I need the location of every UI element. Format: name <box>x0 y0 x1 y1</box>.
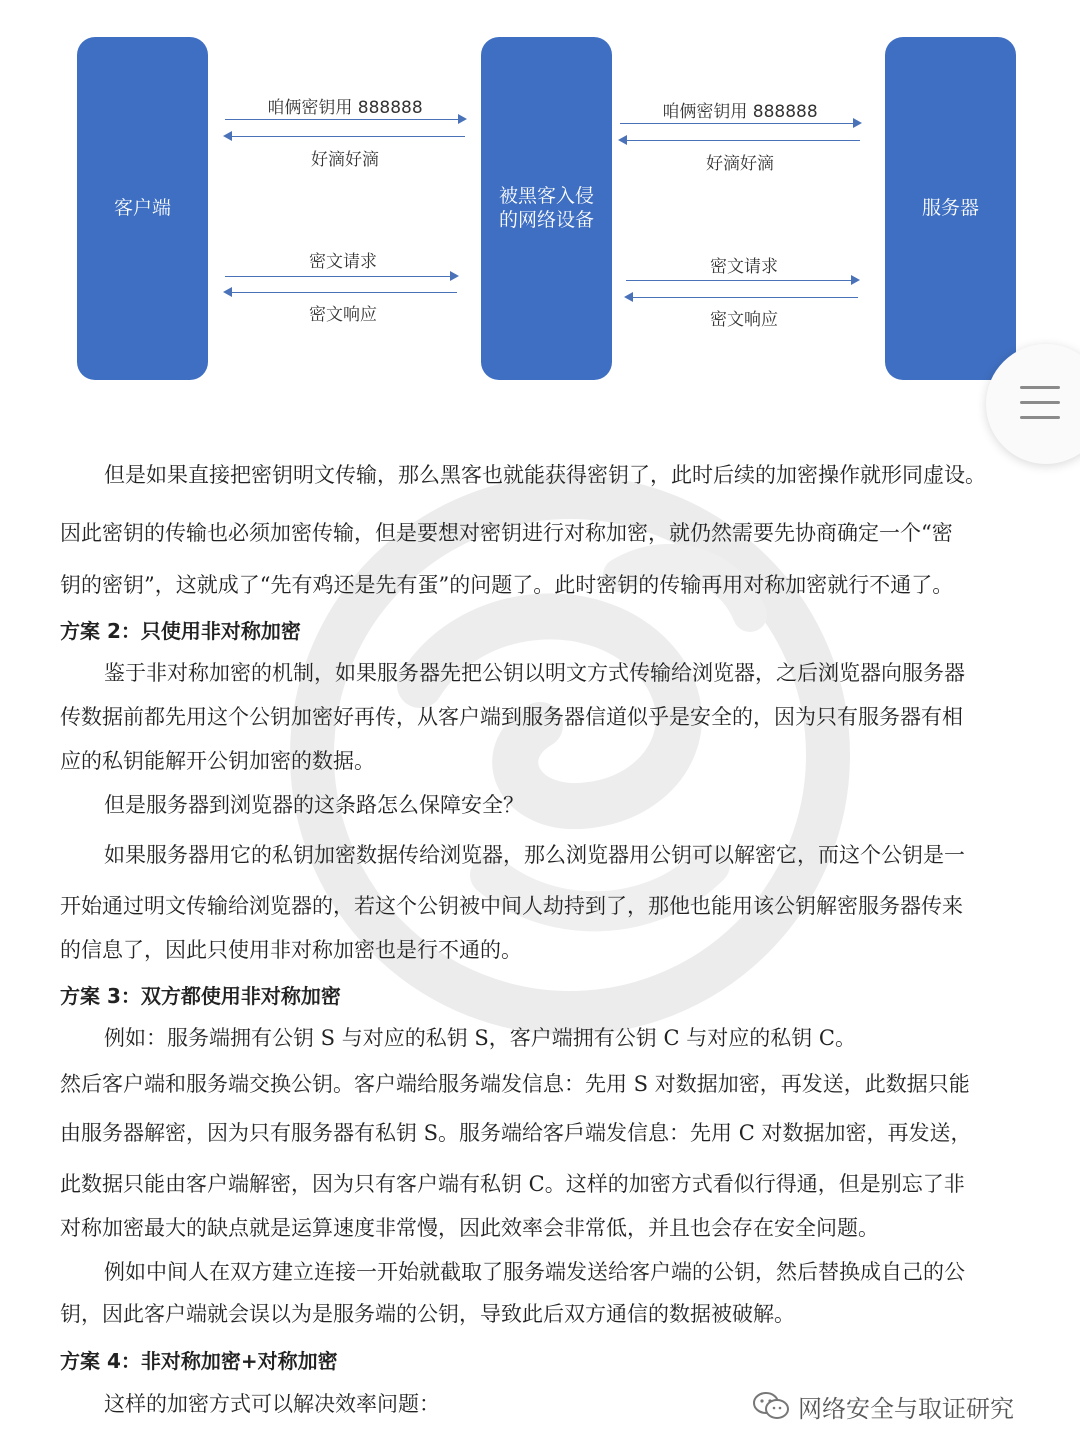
right-key-reply: 好滴好滴 <box>706 154 774 174</box>
client-label: 客户端 <box>113 196 171 219</box>
account-brand <box>752 1388 1014 1424</box>
right-request-arrow-right <box>626 280 858 281</box>
left-response-label: 密文响应 <box>309 305 377 325</box>
right-response-arrow-left <box>626 297 858 298</box>
heading-plan-4: 方案 4：非对称加密+对称加密 <box>60 1349 338 1373</box>
paragraph-8-line-1: 例如中间人在双方建立连接一开始就截取了服务端发送给客户端的公钥，然后替换成自己的公 <box>104 1260 965 1284</box>
heading-plan-3: 方案 3：双方都使用非对称加密 <box>60 984 341 1008</box>
right-request-label: 密文请求 <box>710 257 778 277</box>
menu-icon-bar-1 <box>1020 386 1060 389</box>
paragraph-5-line-3: 的信息了，因此只使用非对称加密也是行不通的。 <box>60 938 522 962</box>
menu-icon-bar-2 <box>1020 401 1060 404</box>
right-key-reply-arrow-left <box>620 140 860 141</box>
compromised-device-box <box>481 37 612 380</box>
wechat-icon <box>752 1390 790 1422</box>
left-key-arrow-right <box>225 119 465 120</box>
left-key-reply-arrow-left <box>225 136 465 137</box>
right-key-arrow-right <box>620 123 860 124</box>
right-response-label: 密文响应 <box>710 310 778 330</box>
left-key-message: 咱俩密钥用 888888 <box>267 98 423 118</box>
heading-plan-2: 方案 2：只使用非对称加密 <box>60 619 301 643</box>
paragraph-7-line-1: 然后客户端和服务端交换公钥。客户端给服务端发信息：先用 S 对数据加密，再发送，此数据只能 <box>60 1072 970 1096</box>
paragraph-4: 但是服务器到浏览器的这条路怎么保障安全？ <box>104 793 524 817</box>
paragraph-2-line-2: 钥的密钥”，这就成了“先有鸡还是先有蛋”的问题了。此时密钥的传输再用对称加密就行不通了。 <box>60 573 954 597</box>
device-label-line2: 的网络设备 <box>498 208 594 231</box>
server-box <box>885 37 1016 380</box>
paragraph-1: 但是如果直接把密钥明文传输，那么黑客也就能获得密钥了，此时后续的加密操作就形同虚设。 <box>104 463 986 487</box>
left-request-arrow-right <box>225 276 457 277</box>
client-box <box>77 37 208 380</box>
account-name: 网络安全与取证研究 <box>798 1394 1014 1423</box>
paragraph-5-line-1: 如果服务器用它的私钥加密数据传给浏览器，那么浏览器用公钥可以解密它，而这个公钥是一 <box>104 843 965 867</box>
paragraph-7-line-3: 此数据只能由客户端解密，因为只有客户端有私钥 C。这样的加密方式看似行得通，但是别忘了非 <box>60 1172 965 1196</box>
device-label-line1: 被黑客入侵 <box>498 184 594 207</box>
paragraph-3-line-1: 鉴于非对称加密的机制，如果服务器先把公钥以明文方式传输给浏览器，之后浏览器向服务器 <box>104 661 965 685</box>
paragraph-3-line-2: 传数据前都先用这个公钥加密好再传，从客户端到服务器信道似乎是安全的，因为只有服务器有相 <box>60 705 963 729</box>
menu-icon-bar-3 <box>1020 416 1060 419</box>
left-response-arrow-left <box>225 292 457 293</box>
right-key-message: 咱俩密钥用 888888 <box>662 102 818 122</box>
left-key-reply: 好滴好滴 <box>311 150 379 170</box>
paragraph-5-line-2: 开始通过明文传输给浏览器的，若这个公钥被中间人劫持到了，那他也能用该公钥解密服务器传来 <box>60 894 963 918</box>
paragraph-7-line-2: 由服务器解密，因为只有服务器有私钥 S。服务端给客戶端发信息：先用 C 对数据加密，再发送， <box>60 1121 972 1145</box>
paragraph-3-line-3: 应的私钥能解开公钥加密的数据。 <box>60 749 375 773</box>
left-request-label: 密文请求 <box>309 252 377 272</box>
paragraph-9: 这样的加密方式可以解决效率问题： <box>104 1392 440 1416</box>
paragraph-2-line-1: 因此密钥的传输也必须加密传输，但是要想对密钥进行对称加密，就仍然需要先协商确定一个“密 <box>60 521 953 545</box>
paragraph-6: 例如：服务端拥有公钥 S 与对应的私钥 S，客户端拥有公钥 C 与对应的私钥 C。 <box>104 1026 856 1050</box>
paragraph-8-line-2: 钥，因此客户端就会误以为是服务端的公钥，导致此后双方通信的数据被破解。 <box>60 1302 795 1326</box>
paragraph-7-line-4: 对称加密最大的缺点就是运算速度非常慢，因此效率会非常低，并且也会存在安全问题。 <box>60 1216 879 1240</box>
server-label: 服务器 <box>921 196 979 219</box>
